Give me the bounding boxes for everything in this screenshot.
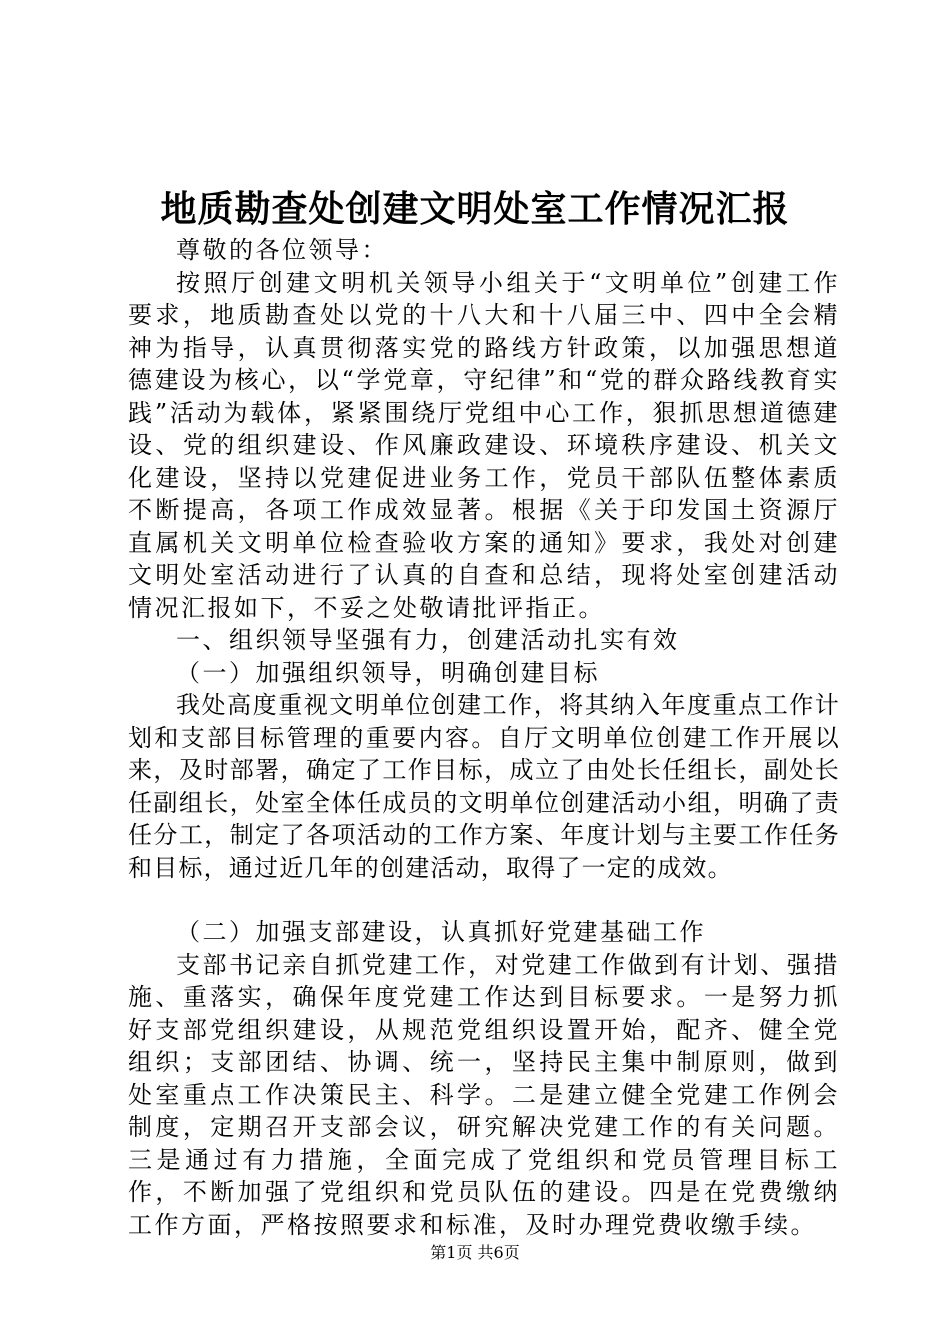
salutation: 尊敬的各位领导： xyxy=(176,236,388,264)
subsection-heading-2: （二）加强支部建设，认真抓好党建基础工作 xyxy=(176,918,706,946)
document-body xyxy=(128,234,840,1241)
subsection-2-paragraph: 支部书记亲自抓党建工作，对党建工作做到有计划、强措施、重落实，确保年度党建工作达到目标要求。一是努力抓好支部党组织建设，从规范党组织设置开始，配齐、健全党组织；支部团结、协调、统一，坚持民主集中制原则，做到处室重点工作决策民主、科学。二是建立健全党建工作例会制度，定期召开支部会议，研究解决党建工作的有关问题。三是通过有力措施，全面完成了党组织和党员管理目标工作，不断加强了党组织和党员队伍的建设。四是在党费缴纳工作方面，严格按照要求和标准，及时办理党费收缴手续。 xyxy=(128,950,840,1239)
section-heading-1: 一、组织领导坚强有力，创建活动扎实有效 xyxy=(176,626,680,654)
document-title: 地质勘查处创建文明处室工作情况汇报 xyxy=(160,188,790,230)
page-footer: 第1页 共6页 xyxy=(430,1243,520,1262)
subsection-heading-1: （一）加强组织领导，明确创建目标 xyxy=(176,658,600,687)
paragraph-spacer xyxy=(128,884,840,916)
intro-paragraph: 按照厅创建文明机关领导小组关于“文明单位”创建工作要求，地质勘查处以党的十八大和十八届三中、四中全会精神为指导，认真贯彻落实党的路线方针政策，以加强思想道德建设为核心，以“学党章，守纪律”和“党的群众路线教育实践”活动为载体，紧紧围绕厅党组中心工作，狠抓思想道德建设、党的组织建设、作风廉政建设、环境秩序建设、机关文化建设，坚持以党建促进业务工作，党员干部队伍整体素质不断提高，各项工作成效显著。根据《关于印发国土资源厅直属机关文明单位检查验收方案的通知》要求，我处对创建文明处室活动进行了认真的自查和总结，现将处室创建活动情况汇报如下，不妥之处敬请批评指正。 xyxy=(128,268,840,622)
subsection-1-paragraph: 我处高度重视文明单位创建工作，将其纳入年度重点工作计划和支部目标管理的重要内容。自厅文明单位创建工作开展以来，及时部署，确定了工作目标，成立了由处长任组长，副处长任副组长，处室全体任成员的文明单位创建活动小组，明确了责任分工，制定了各项活动的工作方案、年度计划与主要工作任务和目标，通过近几年的创建活动，取得了一定的成效。 xyxy=(128,691,840,882)
